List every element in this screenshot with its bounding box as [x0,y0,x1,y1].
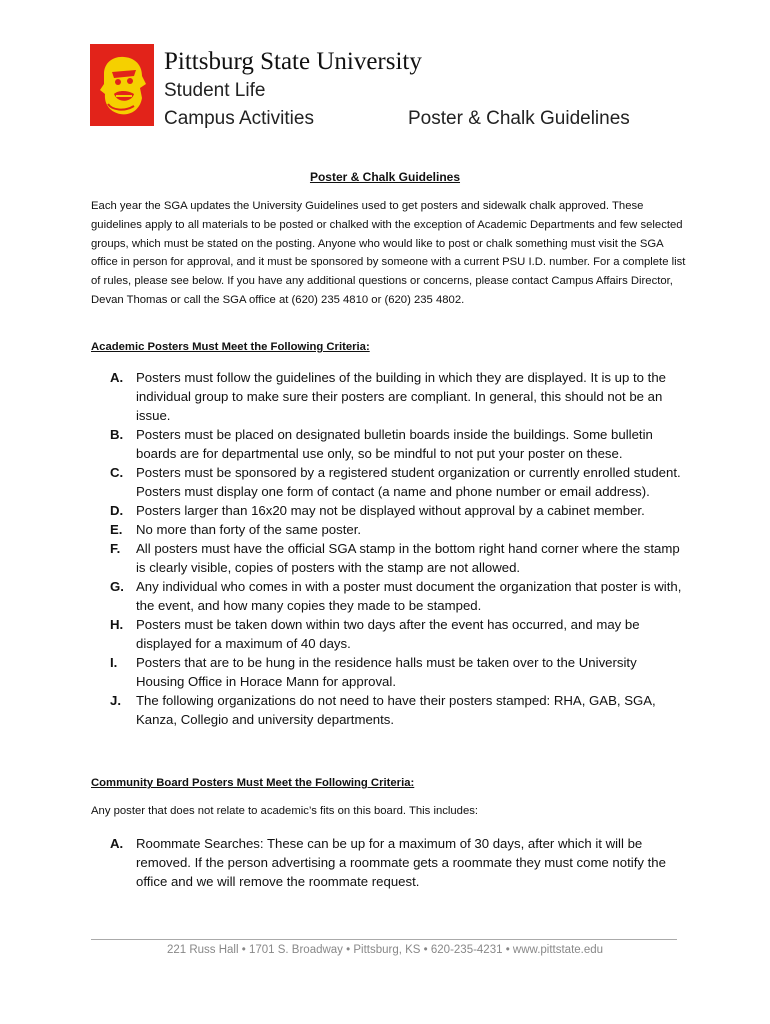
item-text: Posters that are to be hung in the residence halls must be taken over to the University Housing Office in Horace Mann for approval. [136,655,637,689]
header-student-life: Student Life [164,80,266,101]
list-item [0,615,770,653]
item-letter: I. [110,655,118,670]
community-note: Any poster that does not relate to academic’s fits on this board. This includes: [91,805,479,817]
gorilla-logo-icon [90,44,154,126]
item-letter: G. [110,579,124,594]
header-document-title: Poster & Chalk Guidelines [408,108,630,129]
list-item [0,520,770,539]
list-item [0,691,770,729]
header-campus-activities: Campus Activities [164,108,314,129]
academic-criteria-list [0,368,770,729]
item-text: Posters must be placed on designated bulletin boards inside the buildings. Some bulletin boards are for departmental use only, so be mindful to not put your poster on these. [136,427,653,461]
item-text: Posters larger than 16x20 may not be displayed without approval by a cabinet member. [136,503,645,518]
item-letter: E. [110,522,123,537]
list-item [0,501,770,520]
item-text: Roommate Searches: These can be up for a maximum of 30 days, after which it will be removed. If the person advertising a roommate gets a roommate they must come notify the office and we will remove the roommate request. [136,836,666,889]
item-text: Any individual who comes in with a poster must document the organization that poster is with, the event, and how many copies they made to be stamped. [136,579,682,613]
item-letter: A. [110,836,124,851]
community-criteria-list [0,834,770,891]
item-text: No more than forty of the same poster. [136,522,362,537]
item-text: All posters must have the official SGA stamp in the bottom right hand corner where the stamp is clearly visible, copies of posters with the stamp are not allowed. [136,541,680,575]
item-letter: F. [110,541,121,556]
community-heading: Community Board Posters Must Meet the Following Criteria: [91,777,415,789]
item-text: Posters must be taken down within two days after the event has occurred, and may be displayed for a maximum of 40 days. [136,617,640,651]
page-title: Poster & Chalk Guidelines [309,170,461,184]
list-item [0,463,770,501]
list-item [0,368,770,425]
item-text: The following organizations do not need to have their posters stamped: RHA, GAB, SGA, Kanza, Collegio and university departments. [136,693,656,727]
academic-heading: Academic Posters Must Meet the Following Criteria: [91,341,370,353]
list-item [0,834,770,891]
footer-address: 221 Russ Hall • 1701 S. Broadway • Pittsburg, KS • 620-235-4231 • www.pittstate.edu [166,944,604,956]
list-item [0,425,770,463]
item-letter: D. [110,503,124,518]
list-item [0,539,770,577]
list-item [0,577,770,615]
item-text: Posters must follow the guidelines of the building in which they are displayed. It is up to the individual group to make sure their posters are compliant. In general, this should not be an issue. [136,370,666,423]
university-name: Pittsburg State University [164,48,422,75]
item-text: Posters must be sponsored by a registered student organization or currently enrolled student. Posters must display one form of contact (a name and phone number or email address). [136,465,681,499]
footer-divider [91,939,677,940]
item-letter: A. [110,370,124,385]
item-letter: C. [110,465,124,480]
item-letter: J. [110,693,121,708]
intro-paragraph: Each year the SGA updates the University Guidelines used to get posters and sidewalk chalk approved. These guidelines apply to all materials to be posted or chalked with the exception of Academic Departments and few selected groups, which must be stated on the posting. Anyone who would like to post or chalk something must visit the SGA office in person for approval, and it must be sponsored by someone with a current PSU I.D. number. For a complete list of rules, please see below. If you have any additional questions or concerns, please contact Campus Affairs Director, Devan Thomas or call the SGA office at (620) 235 4810 or (620) 235 4802. [91,200,686,306]
list-item [0,653,770,691]
item-letter: B. [110,427,124,442]
item-letter: H. [110,617,124,632]
